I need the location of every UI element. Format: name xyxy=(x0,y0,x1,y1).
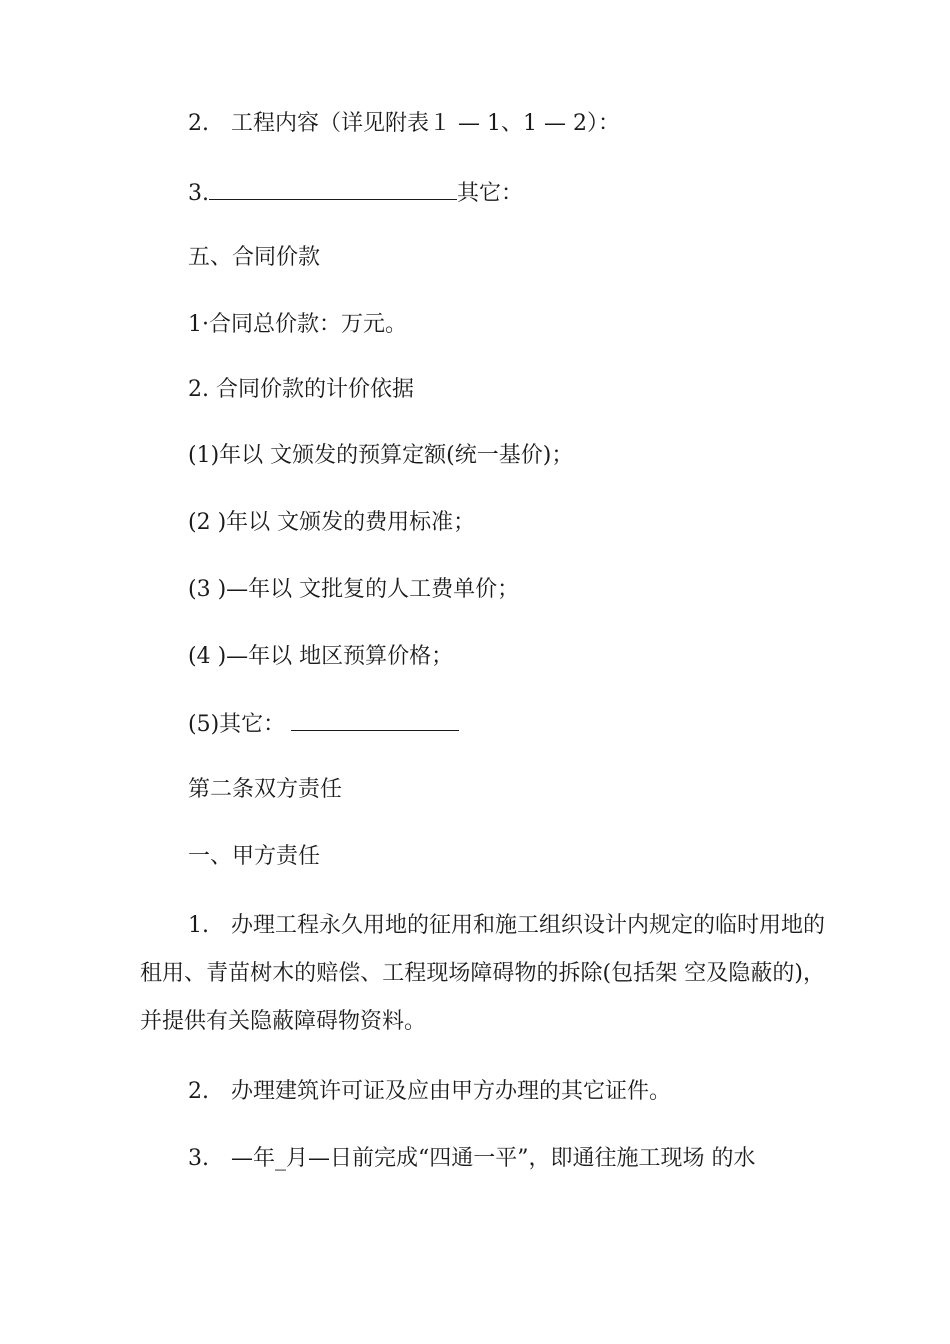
pricing-basis-3: (3 )—年以 文批复的人工费单价； xyxy=(188,577,520,602)
party-a-duty-2: 2. 办理建筑许可证及应由甲方办理的其它证件。 xyxy=(188,1079,671,1104)
fill-in-blank xyxy=(291,708,459,731)
item-other-label: 其它： xyxy=(457,181,524,206)
item-project-content: 2. 工程内容（详见附表１ — 1、1 — 2）： xyxy=(188,111,620,136)
pricing-basis-1: (1)年以 文颁发的预算定额(统一基价)； xyxy=(188,443,574,468)
item-other-blank xyxy=(188,177,523,209)
pricing-basis-5-label: (5)其它： xyxy=(188,712,286,737)
item-total-price: 1·合同总价款：万元。 xyxy=(188,312,407,337)
section-heading-party-a: 一、甲方责任 xyxy=(188,844,321,869)
item-pricing-basis: 2. 合同价款的计价依据 xyxy=(188,377,414,402)
party-a-duty-3: 3. —年_月—日前完成“四通一平”，即通往施工现场 的水 xyxy=(188,1146,756,1171)
pricing-basis-2: (2 )年以 文颁发的费用标准； xyxy=(188,510,476,535)
pricing-basis-4: (4 )—年以 地区预算价格； xyxy=(188,644,454,669)
article-heading-responsibilities: 第二条双方责任 xyxy=(188,777,343,802)
pricing-basis-5 xyxy=(188,708,459,740)
party-a-duty-1: 1. 办理工程永久用地的征用和施工组织设计内规定的临时用地的租用、青苗树木的赔偿、工程现场障碍物的拆除(包括架 空及隐蔽的)，并提供有关隐蔽障碍物资料。 xyxy=(140,913,825,1034)
item-other-number: 3. xyxy=(188,181,209,206)
fill-in-blank xyxy=(209,177,457,200)
section-heading-contract-price: 五、合同价款 xyxy=(188,245,321,270)
